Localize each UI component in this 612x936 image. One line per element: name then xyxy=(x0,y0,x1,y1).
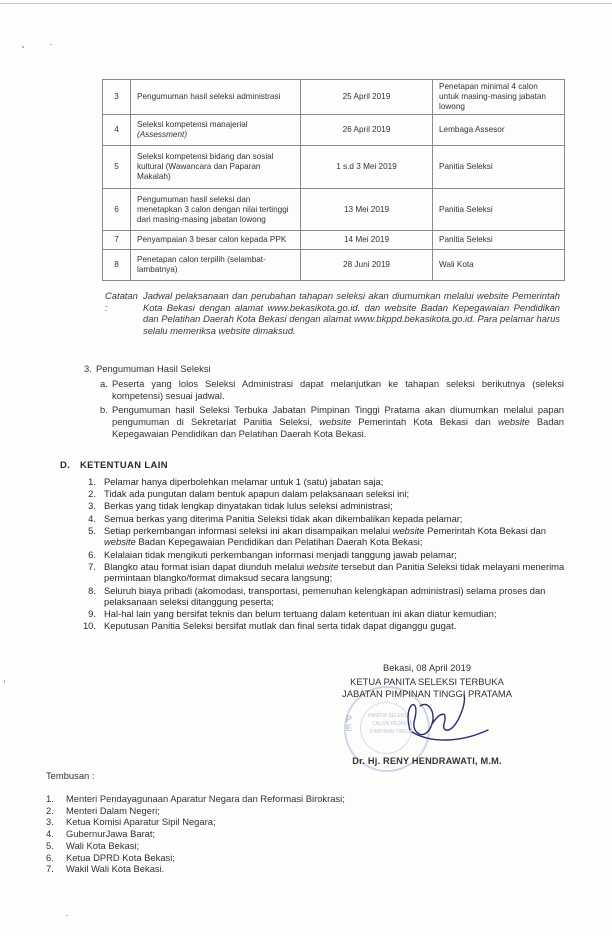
item-text: Menteri Pendayagunaan Aparatur Negara dan Reformasi Birokrasi; xyxy=(66,793,345,804)
row-note: Panitia Seleksi xyxy=(433,189,565,231)
item-text-italic: website xyxy=(306,560,339,572)
section-title: KETENTUAN LAIN xyxy=(80,459,168,470)
row-number: 5 xyxy=(103,146,131,189)
item-text-italic: website xyxy=(497,416,530,428)
item-number: 9. xyxy=(88,608,96,620)
item-text: Pelamar hanya diperbolehkan melamar untuk 1 (satu) jabatan saja; xyxy=(104,476,384,487)
stamp-ring-text: P E xyxy=(346,714,353,733)
item-number: 6. xyxy=(46,851,54,863)
list-item xyxy=(60,620,565,632)
item-number: 1. xyxy=(46,793,54,804)
table-row xyxy=(103,250,565,281)
list-item xyxy=(46,805,466,817)
list-item xyxy=(60,585,565,608)
item-text: Badan Kepegawaian Pendidikan dan Pelatihan Daerah Kota Bekasi; xyxy=(138,536,423,548)
list-item xyxy=(60,525,565,548)
list-item xyxy=(60,500,565,512)
item-text: Wakil Wali Kota Bekasi. xyxy=(66,863,165,875)
stamp-text: PIMPINAN TINGGI xyxy=(370,729,413,735)
stamp-text: PANITIA SELEKSI xyxy=(368,713,410,719)
item-text: Berkas yang tidak lengkap dinyatakan tidak lulus seleksi administrasi; xyxy=(104,500,393,512)
item-number: 10. xyxy=(82,620,96,632)
row-date: 28 Juni 2019 xyxy=(301,250,433,281)
row-note: Panitia Seleksi xyxy=(433,231,565,250)
section-announcement xyxy=(84,363,564,440)
row-activity: Seleksi kompetensi bidang dan sosial kultural (Wawancara dan Paparan Makalah) xyxy=(131,146,301,189)
schedule-note xyxy=(105,290,560,336)
item-text: Semua berkas yang diterima Panitia Seleksi tidak akan dikembalikan kepada pelamar; xyxy=(104,512,463,524)
section-number: 3. xyxy=(84,363,92,374)
scan-speck xyxy=(4,680,5,683)
list-item xyxy=(60,476,565,488)
item-text-italic: website xyxy=(104,536,136,548)
section-other-provisions xyxy=(60,459,565,633)
list-item xyxy=(60,608,565,620)
row-number: 7 xyxy=(103,231,131,250)
list-item xyxy=(46,828,466,840)
item-text: Pengumuman hasil Seleksi Terbuka Jabatan Pimpinan Tinggi Pratama akan diumumkan melalui papan pengumuman di Sekretariat Panitia Seleksi, xyxy=(112,404,564,428)
item-letter: a. xyxy=(100,377,108,389)
item-text: Setiap perkembangan informasi seleksi ini akan disampaikan melalui xyxy=(104,524,391,536)
item-text: Pemerintah Kota Bekasi dan xyxy=(358,416,491,428)
row-note: Penetapan minimal 4 calon untuk masing-masing jabatan lowong xyxy=(433,80,565,115)
signer-title: KETUA PANITA SELEKSI TERBUKA xyxy=(350,676,504,687)
item-text: Badan Kepegawaian Pendidikan dan Pelatihan Daerah Kota Bekasi. xyxy=(112,416,565,439)
row-number: 3 xyxy=(103,80,131,115)
item-number: 6. xyxy=(88,548,96,560)
schedule-table xyxy=(102,79,565,281)
row-activity xyxy=(131,115,301,146)
list-item xyxy=(60,513,565,525)
table-row xyxy=(103,115,565,146)
signer-title: JABATAN PIMPINAN TINGGI PRATAMA xyxy=(342,687,512,699)
list-item xyxy=(46,840,466,852)
section-letter: D. xyxy=(60,459,71,470)
note-label: Catatan : xyxy=(105,290,138,313)
list-item xyxy=(46,793,466,805)
item-number: 1. xyxy=(88,476,96,487)
row-number: 8 xyxy=(103,250,131,281)
item-text: Kelalaian tidak mengikuti perkembangan informasi menjadi tanggung jawab pelamar; xyxy=(104,548,457,560)
item-text: Tidak ada pungutan dalam bentuk apapun dalam pelaksanaan seleksi ini; xyxy=(104,488,410,500)
row-activity-italic: (Assessment) xyxy=(137,130,188,139)
item-number: 2. xyxy=(88,488,96,500)
item-number: 8. xyxy=(88,584,96,596)
cc-label: Tembusan : xyxy=(46,770,95,781)
item-number: 5. xyxy=(88,524,96,536)
list-item xyxy=(60,488,565,500)
scan-speck xyxy=(50,44,52,45)
list-item xyxy=(46,816,466,828)
item-number: 4. xyxy=(88,512,96,524)
item-text: Seluruh biaya pribadi (akomodasi, transportasi, pemenuhan kelengkapan administrasi) selama proses dan pelaksanaan seleksi ditanggung peserta; xyxy=(104,584,546,608)
list-item xyxy=(46,863,466,875)
place-date: Bekasi, 08 April 2019 xyxy=(382,662,472,673)
row-activity: Penyampaian 3 besar calon kepada PPK xyxy=(131,231,301,250)
cc-list xyxy=(46,793,466,875)
item-text-italic: website xyxy=(319,416,352,428)
table-row xyxy=(103,80,565,115)
provisions-list xyxy=(60,476,565,632)
item-number: 7. xyxy=(46,863,54,875)
item-text: tersebut dan Panitia Seleksi tidak melayani menerima permintaan blangko/format dimaksud secara langsung; xyxy=(104,560,565,584)
list-item xyxy=(60,561,565,584)
item-number: 2. xyxy=(46,804,54,816)
item-letter: b. xyxy=(100,404,108,416)
row-date: 26 April 2019 xyxy=(301,115,433,146)
item-text: Pemerintah Kota Bekasi dan xyxy=(427,524,546,536)
item-text-italic: website xyxy=(392,524,425,536)
item-text: Menteri Dalam Negeri; xyxy=(66,804,160,816)
list-item xyxy=(84,378,564,402)
row-note: Lembaga Assesor xyxy=(433,115,565,146)
item-text: Keputusan Panitia Seleksi bersifat mutlak dan final serta tidak dapat diganggu gugat. xyxy=(104,620,457,632)
item-text: Blangko atau format isian dapat diunduh melalui xyxy=(104,560,305,572)
handwritten-signature xyxy=(392,672,502,762)
row-activity-text: Seleksi kompetensi manajerial xyxy=(137,120,248,129)
item-number: 5. xyxy=(46,839,54,851)
note-text: Jadwal pelaksanaan dan perubahan tahapan seleksi akan diumumkan melalui website Pemerintah Kota Bekasi dengan alamat www.bekasikota.go.id. dan website Badan Kepegawaian Pendidikan dan Pelatihan Daerah Kota Bekasi dengan alamat www.bkppd.bekasikota.go.id. Para pelamar harus selalu memeriksa website dimaksud. xyxy=(143,290,560,336)
scan-speck xyxy=(66,915,68,916)
item-number: 4. xyxy=(46,828,54,840)
row-date: 13 Mei 2019 xyxy=(301,189,433,231)
row-note: Wali Kota xyxy=(433,250,565,281)
table-row xyxy=(103,146,565,189)
table-row xyxy=(103,189,565,231)
row-date: 25 April 2019 xyxy=(301,80,433,115)
row-activity: Penetapan calon terpilih (selambat-lambatnya) xyxy=(131,250,301,281)
stamp-text: CALON PEJABAT xyxy=(372,721,413,727)
row-number: 6 xyxy=(103,189,131,231)
item-text: Hal-hal lain yang bersifat teknis dan belum tertuang dalam ketentuan ini akan diatur kemudian; xyxy=(104,608,497,620)
item-number: 3. xyxy=(46,816,54,828)
item-text: Ketua Komisi Aparatur Sipil Negara; xyxy=(66,816,216,828)
list-item xyxy=(84,404,564,439)
table-row xyxy=(103,231,565,250)
row-date: 14 Mei 2019 xyxy=(301,231,433,250)
row-activity: Pengumuman hasil seleksi dan menetapkan 3 calon dengan nilai tertinggi dari masing-masing jabatan lowong xyxy=(131,189,301,231)
scan-speck xyxy=(22,46,24,48)
section-heading xyxy=(84,363,564,375)
list-item xyxy=(60,549,565,561)
row-activity: Pengumuman hasil seleksi administrasi xyxy=(131,80,301,115)
section-heading xyxy=(60,459,565,470)
item-number: 3. xyxy=(88,500,96,512)
row-note: Panitia Seleksi xyxy=(433,146,565,189)
section-title: Pengumuman Hasil Seleksi xyxy=(96,363,211,374)
item-text: GubernurJawa Barat; xyxy=(66,828,156,840)
row-number: 4 xyxy=(103,115,131,146)
item-number: 7. xyxy=(88,560,96,572)
signer-name: Dr. Hj. RENY HENDRAWATI, M.M. xyxy=(352,756,502,766)
item-text: Peserta yang lolos Seleksi Administrasi dapat melanjutkan ke tahapan seleksi berikutnya (seleksi kompetensi) sesuai jadwal. xyxy=(112,377,564,401)
item-text: Ketua DPRD Kota Bekasi; xyxy=(66,851,175,863)
carbon-copy-section xyxy=(46,770,466,875)
row-date: 1 s.d 3 Mei 2019 xyxy=(301,146,433,189)
scan-edge-line xyxy=(0,3,612,4)
list-item xyxy=(46,852,466,864)
item-text: Wali Kota Bekasi; xyxy=(66,839,140,851)
